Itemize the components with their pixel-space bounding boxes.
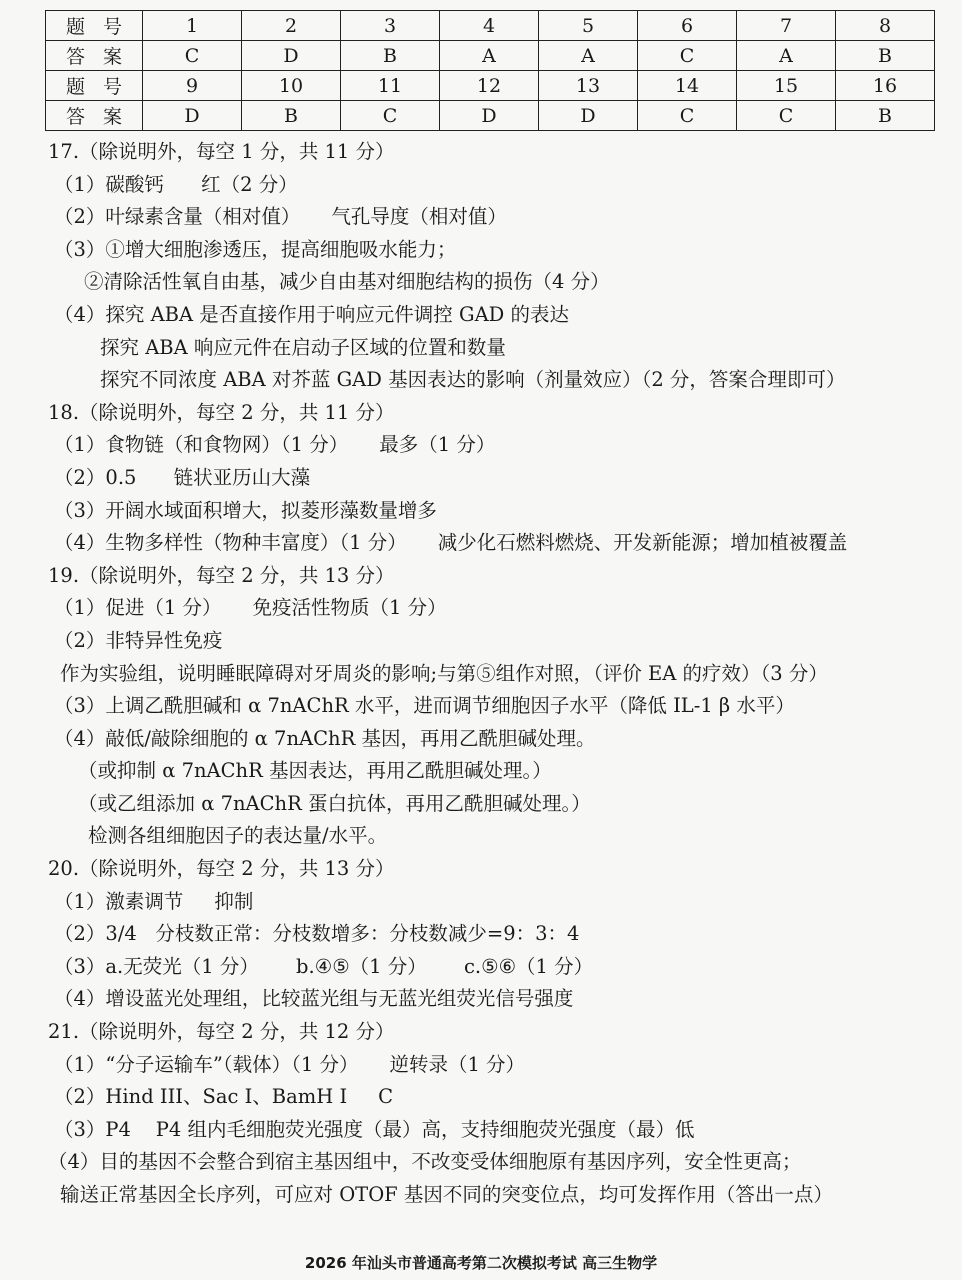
answer-line: （4）生物多样性（物种丰富度）（1 分） 减少化石燃料燃烧、开发新能源；增加植被覆盖: [54, 531, 848, 555]
table-cell: C: [143, 41, 242, 71]
row-header: 答案: [46, 101, 143, 131]
table-cell: 12: [440, 71, 539, 101]
answer-line: （1）碳酸钙 红（2 分）: [54, 172, 298, 196]
table-cell: A: [440, 41, 539, 71]
answer-line: （2）Hind III、Sac I、BamH I C: [54, 1085, 394, 1109]
table-cell: 6: [638, 11, 737, 41]
section-heading-20: 20.（除说明外，每空 2 分，共 13 分）: [48, 857, 395, 881]
answer-line: （4）探究 ABA 是否直接作用于响应元件调控 GAD 的表达: [54, 302, 569, 326]
answer-line: （4）增设蓝光处理组，比较蓝光组与无蓝光组荧光信号强度: [54, 987, 574, 1011]
answer-explanations: [48, 136, 948, 1212]
answer-line: （3）P4 P4 组内毛细胞荧光强度（最）高，支持细胞荧光强度（最）低: [54, 1117, 695, 1141]
row-header: 题号: [46, 11, 143, 41]
answer-line: 探究 ABA 响应元件在启动子区域的位置和数量: [100, 335, 506, 359]
table-cell: B: [242, 101, 341, 131]
answer-line: （4）敲低/敲除细胞的 α 7nAChR 基因，再用乙酰胆碱处理。: [54, 726, 596, 750]
table-cell: C: [341, 101, 440, 131]
answer-line: ②清除活性氧自由基，减少自由基对细胞结构的损伤（4 分）: [84, 270, 610, 294]
answer-line: （2）非特异性免疫: [54, 628, 223, 652]
table-cell: 5: [539, 11, 638, 41]
answer-line: （1）食物链（和食物网）（1 分） 最多（1 分）: [54, 433, 496, 457]
table-cell: 8: [836, 11, 935, 41]
answer-line: （1）激素调节 抑制: [54, 889, 254, 913]
answer-line: （1）“分子运输车”（载体）（1 分） 逆转录（1 分）: [54, 1052, 526, 1076]
table-cell: D: [539, 101, 638, 131]
table-cell: 1: [143, 11, 242, 41]
table-cell: B: [836, 101, 935, 131]
table-row: [46, 101, 935, 131]
answer-line: （3）上调乙酰胆碱和 α 7nAChR 水平，进而调节细胞因子水平（降低 IL-1 β 水平）: [54, 694, 795, 718]
answer-line: （或乙组添加 α 7nAChR 蛋白抗体，再用乙酰胆碱处理。）: [78, 791, 591, 815]
answer-line: 输送正常基因全长序列，可应对 OTOF 基因不同的突变位点，均可发挥作用（答出一点）: [60, 1183, 833, 1206]
section-heading-19: 19.（除说明外，每空 2 分，共 13 分）: [48, 563, 395, 587]
table-cell: 2: [242, 11, 341, 41]
answer-line: （4）目的基因不会整合到宿主基因组中，不改变受体细胞原有基因序列，安全性更高；: [48, 1150, 802, 1174]
answer-line: 检测各组细胞因子的表达量/水平。: [88, 824, 388, 848]
answer-line: （1）促进（1 分） 免疫活性物质（1 分）: [54, 596, 447, 620]
answer-line: （2）3/4 分枝数正常：分枝数增多：分枝数减少=9：3：4: [54, 922, 580, 946]
answer-line: （2）叶绿素含量（相对值） 气孔导度（相对值）: [54, 205, 507, 229]
table-cell: 4: [440, 11, 539, 41]
page-footer: 2026 年汕头市普通高考第二次模拟考试 高三生物学: [304, 1254, 658, 1272]
table-cell: 3: [341, 11, 440, 41]
table-cell: C: [737, 101, 836, 131]
answer-line: （3）①增大细胞渗透压，提高细胞吸水能力；: [54, 237, 457, 261]
table-cell: 15: [737, 71, 836, 101]
row-header: 答案: [46, 41, 143, 71]
table-cell: D: [440, 101, 539, 131]
answer-line: （3）开阔水域面积增大，拟菱形藻数量增多: [54, 498, 437, 522]
answer-table: [45, 10, 935, 131]
table-cell: D: [242, 41, 341, 71]
table-cell: 11: [341, 71, 440, 101]
answer-line: （或抑制 α 7nAChR 基因表达，再用乙酰胆碱处理。）: [78, 759, 552, 783]
table-cell: 14: [638, 71, 737, 101]
table-cell: D: [143, 101, 242, 131]
section-heading-17: 17.（除说明外，每空 1 分，共 11 分）: [48, 140, 395, 163]
table-cell: 7: [737, 11, 836, 41]
table-cell: A: [737, 41, 836, 71]
table-cell: B: [341, 41, 440, 71]
table-cell: 16: [836, 71, 935, 101]
table-row: [46, 11, 935, 41]
section-heading-21: 21.（除说明外，每空 2 分，共 12 分）: [48, 1020, 395, 1044]
table-cell: 10: [242, 71, 341, 101]
answer-line: 探究不同浓度 ABA 对芥蓝 GAD 基因表达的影响（剂量效应）（2 分，答案合理即可）: [100, 368, 846, 392]
table-cell: C: [638, 101, 737, 131]
answer-line: （2）0.5 链状亚历山大藻: [54, 465, 311, 489]
table-cell: 9: [143, 71, 242, 101]
table-cell: A: [539, 41, 638, 71]
answer-line: 作为实验组，说明睡眠障碍对牙周炎的影响;与第⑤组作对照，（评价 EA 的疗效）（3 分）: [60, 661, 828, 685]
answer-line: （3）a.无荧光（1 分） b.④⑤（1 分） c.⑤⑥（1 分）: [54, 954, 594, 978]
table-row: [46, 41, 935, 71]
row-header: 题号: [46, 71, 143, 101]
section-heading-18: 18.（除说明外，每空 2 分，共 11 分）: [48, 400, 395, 424]
table-cell: B: [836, 41, 935, 71]
table-row: [46, 71, 935, 101]
table-cell: 13: [539, 71, 638, 101]
table-cell: C: [638, 41, 737, 71]
